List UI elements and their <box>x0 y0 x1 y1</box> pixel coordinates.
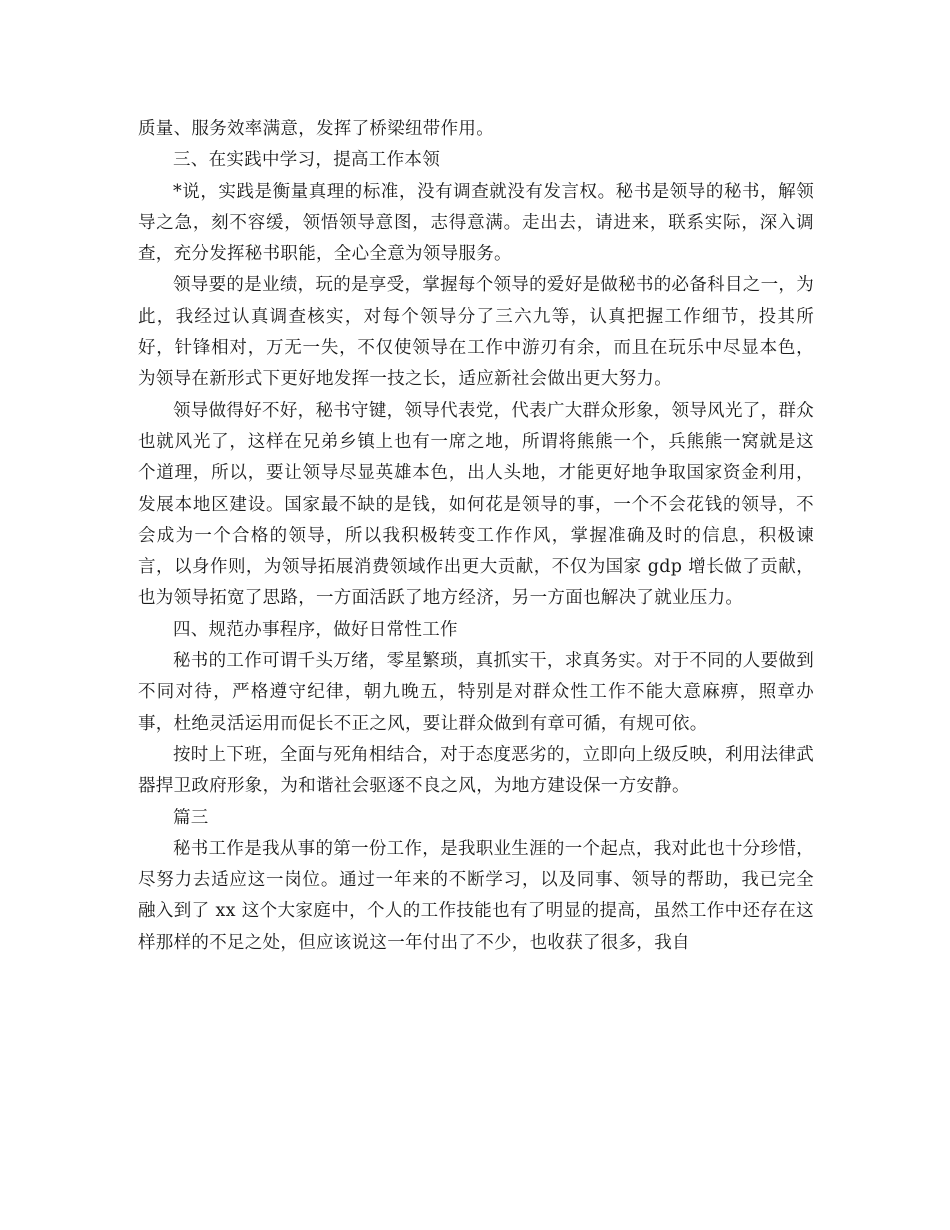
paragraph: 按时上下班，全面与死角相结合，对于态度恶劣的，立即向上级反映，利用法律武器捍卫政府形象，为和谐社会驱逐不良之风，为地方建设保一方安静。 <box>138 744 814 797</box>
paragraph-continuation: 质量、服务效率满意，发挥了桥梁纽带作用。 <box>138 119 494 139</box>
paragraph: 秘书工作是我从事的第一份工作，是我职业生涯的一个起点，我对此也十分珍惜，尽努力去适应这一岗位。通过一年来的不断学习，以及同事、领导的帮助，我已完全融入到了 xx 这个大家庭中，个人的工作技能也有了明显的提高，虽然工作中还存在这样那样的不足之处，但应该说这一年付出了不少，也收获了很多，我自 <box>138 838 814 953</box>
paragraph: *说，实践是衡量真理的标准，没有调查就没有发言权。秘书是领导的秘书，解领导之急，刻不容缓，领悟领导意图，志得意满。走出去，请进来，联系实际，深入调查，充分发挥秘书职能，全心全意为领导服务。 <box>138 181 814 265</box>
paragraph: 领导做得好不好，秘书守键，领导代表党，代表广大群众形象，领导风光了，群众也就风光了，这样在兄弟乡镇上也有一席之地，所谓将熊熊一个，兵熊熊一窝就是这个道理，所以，要让领导尽显英雄本色，出人头地，才能更好地争取国家资金利用，发展本地区建设。国家最不缺的是钱，如何花是领导的事，一个不会花钱的领导，不会成为一个合格的领导，所以我积极转变工作作风，掌握准确及时的信息，积极谏言，以身作则，为领导拓展消费领域作出更大贡献，不仅为国家 gdp 增长做了贡献，也为领导拓宽了思路，一方面活跃了地方经济，另一方面也解决了就业压力。 <box>138 400 814 609</box>
section-heading-4: 四、规范办事程序，做好日常性工作 <box>173 619 458 640</box>
paragraph: 领导要的是业绩，玩的是享受，掌握每个领导的爱好是做秘书的必备科目之一，为此，我经过认真调查核实，对每个领导分了三六九等，认真把握工作细节，投其所好，针锋相对，万无一失，不仅使领导在工作中游刃有余，而且在玩乐中尽显本色，为领导在新形式下更好地发挥一技之长，适应新社会做出更大努力。 <box>138 275 814 390</box>
section-heading-3: 三、在实践中学习，提高工作本领 <box>173 150 440 171</box>
part-heading: 篇三 <box>173 807 209 828</box>
document-body <box>138 114 814 959</box>
paragraph: 秘书的工作可谓千头万绪，零星繁琐，真抓实干，求真务实。对于不同的人要做到不同对待，严格遵守纪律，朝九晚五，特别是对群众性工作不能大意麻痹，照章办事，杜绝灵活运用而促长不正之风，要让群众做到有章可循，有规可依。 <box>138 651 814 734</box>
